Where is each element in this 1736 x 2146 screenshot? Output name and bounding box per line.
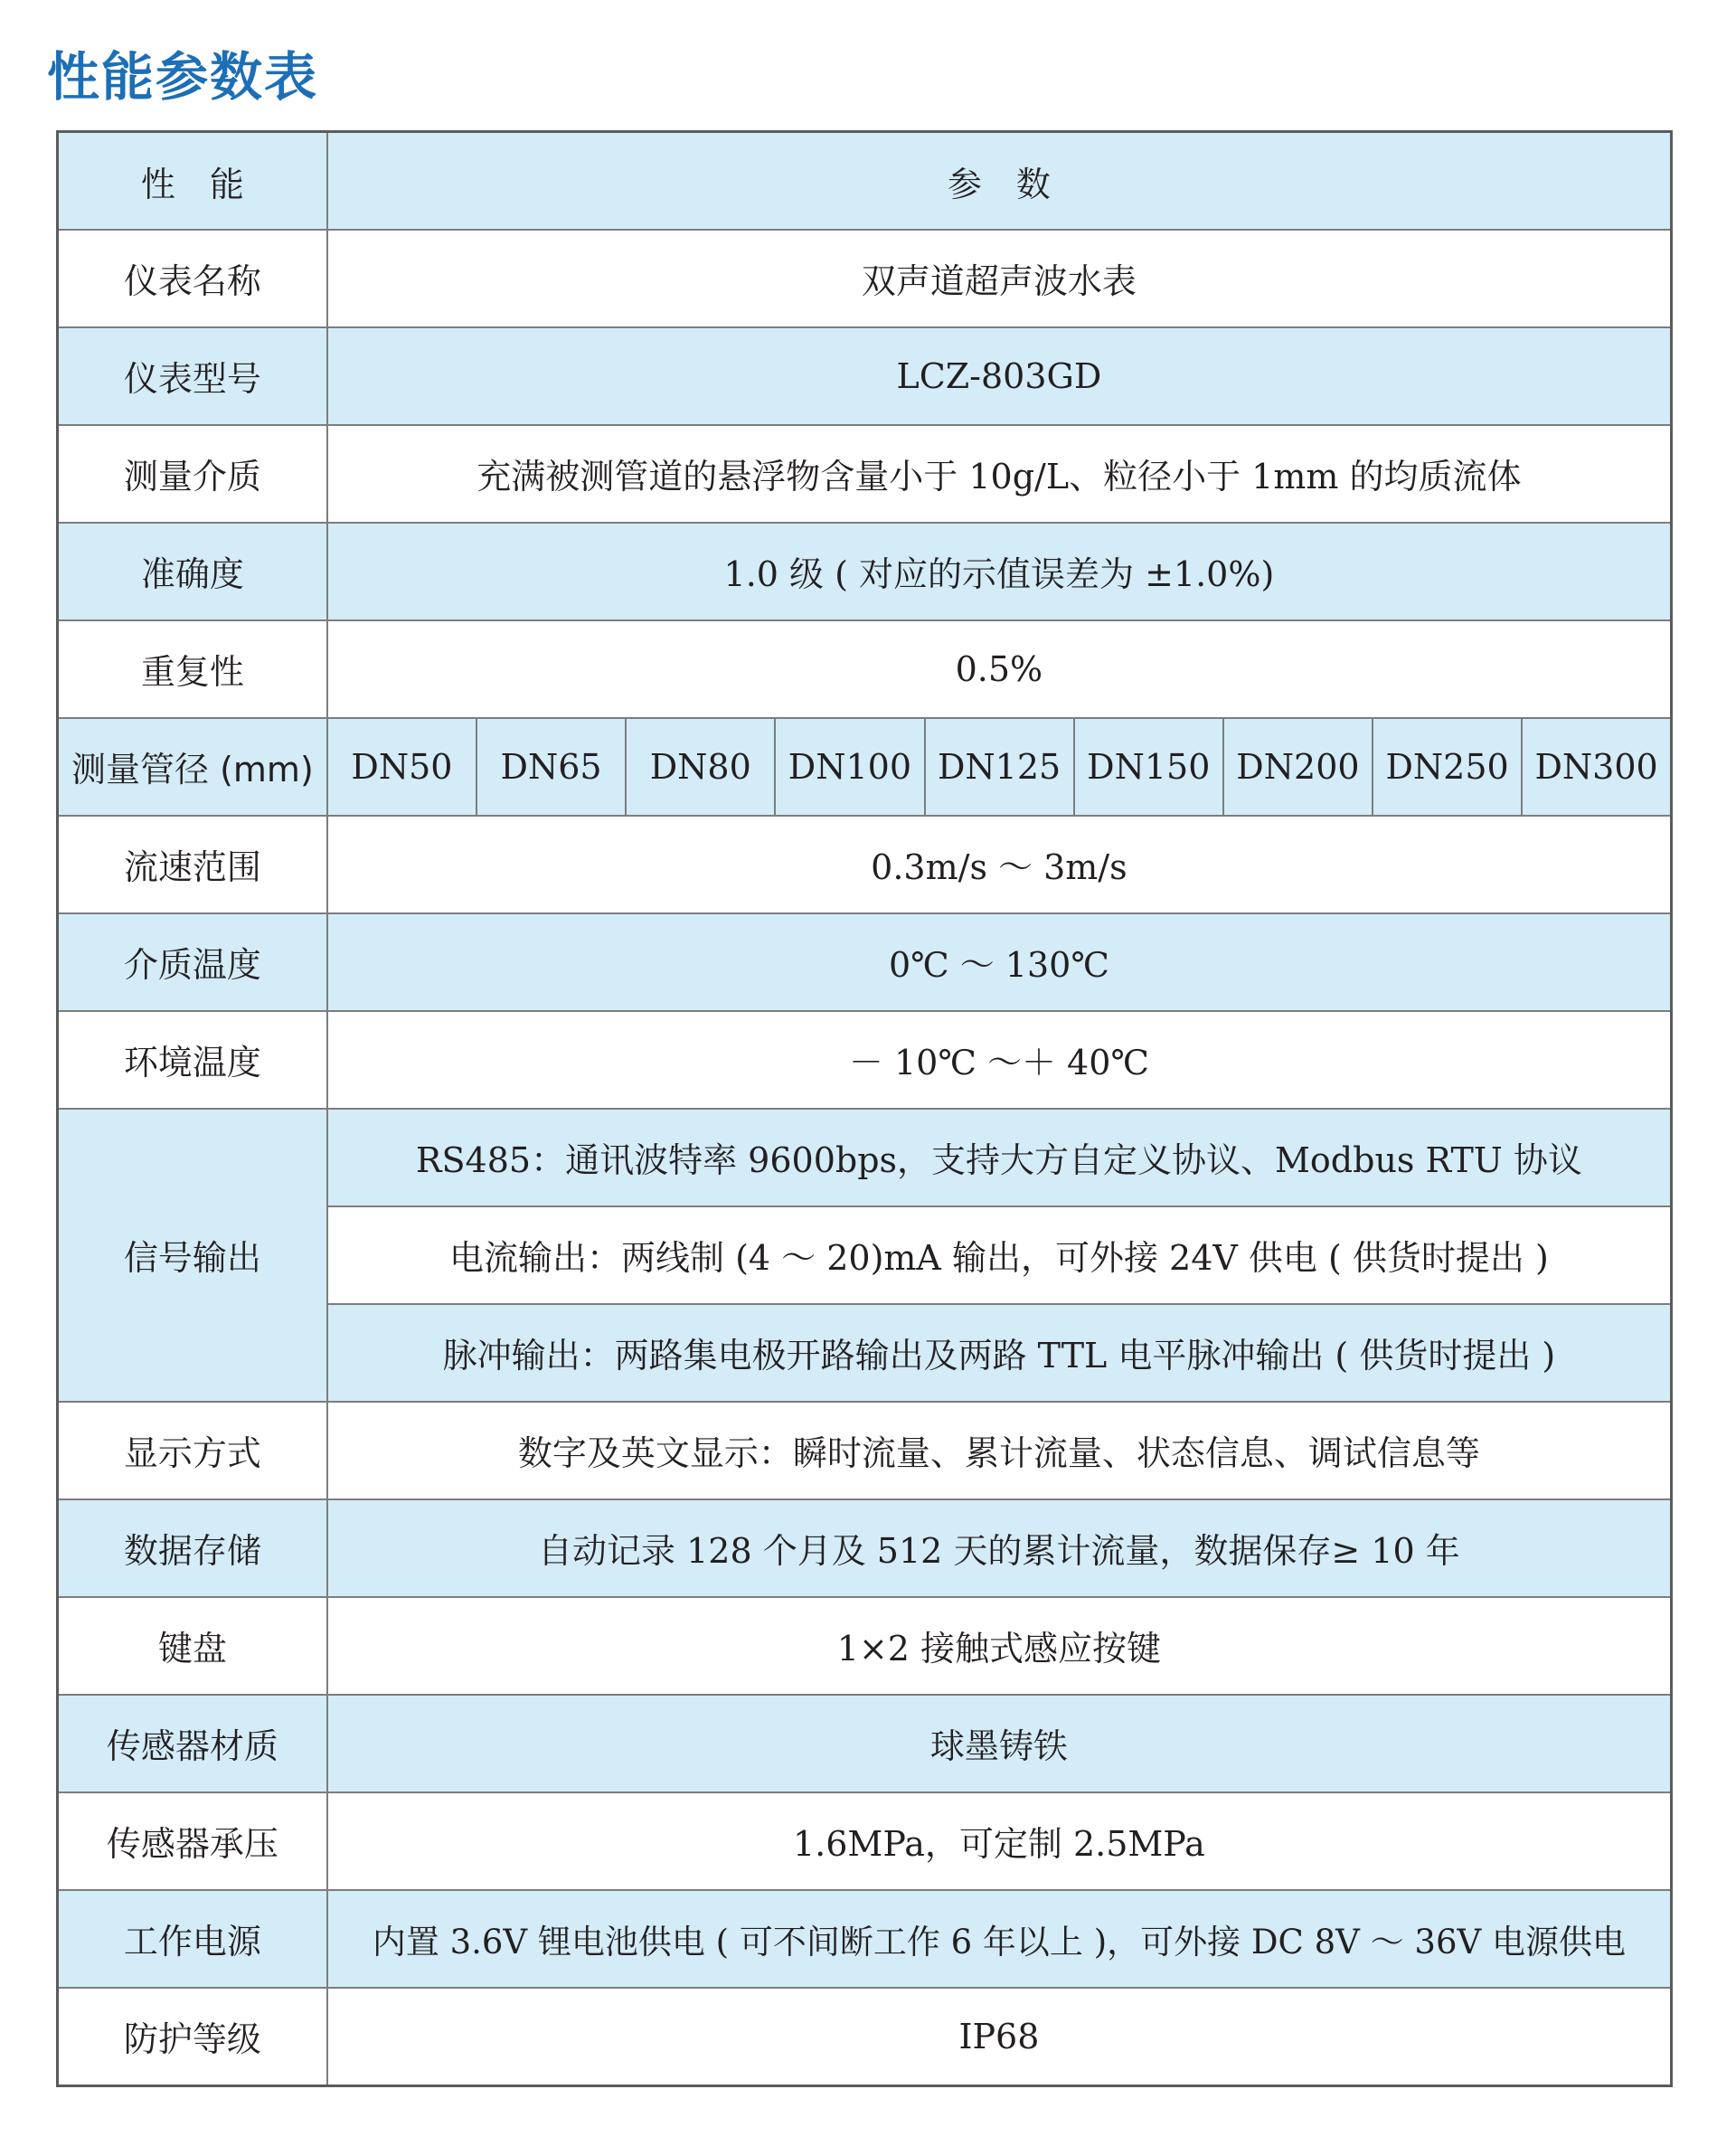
row-label-accuracy: 准确度 — [58, 523, 327, 620]
table-row — [58, 816, 1672, 913]
row-label-name: 仪表名称 — [58, 230, 327, 327]
table-header-row — [58, 132, 1672, 231]
row-value-ambient-temp: － 10℃ ～＋ 40℃ — [327, 1011, 1672, 1109]
row-value-name: 双声道超声波水表 — [327, 230, 1672, 327]
diameter-cell: DN65 — [476, 718, 626, 816]
row-value-sensor-material: 球墨铸铁 — [327, 1695, 1672, 1792]
diameter-cell: DN250 — [1373, 718, 1522, 816]
row-label-sensor-pressure: 传感器承压 — [58, 1792, 327, 1890]
row-value-sensor-pressure: 1.6MPa，可定制 2.5MPa — [327, 1792, 1672, 1890]
row-value-storage: 自动记录 128 个月及 512 天的累计流量，数据保存≥ 10 年 — [327, 1499, 1672, 1597]
table-row — [58, 327, 1672, 425]
diameter-cell: DN80 — [626, 718, 775, 816]
row-label-medium: 测量介质 — [58, 425, 327, 523]
diameter-cell: DN300 — [1522, 718, 1671, 816]
table-row — [58, 1109, 1672, 1206]
diameter-cell: DN200 — [1223, 718, 1373, 816]
diameter-cell: DN125 — [925, 718, 1074, 816]
row-label-power: 工作电源 — [58, 1890, 327, 1988]
row-value-medium-temp: 0℃ ～ 130℃ — [327, 913, 1672, 1011]
table-row — [58, 1011, 1672, 1109]
row-label-protection: 防护等级 — [58, 1988, 327, 2086]
row-label-ambient-temp: 环境温度 — [58, 1011, 327, 1109]
page-title: 性能参数表 — [47, 46, 319, 108]
table-row — [58, 1792, 1672, 1890]
row-label-repeatability: 重复性 — [58, 620, 327, 718]
row-label-medium-temp: 介质温度 — [58, 913, 327, 1011]
row-label-display: 显示方式 — [58, 1402, 327, 1499]
table-row — [58, 913, 1672, 1011]
diameter-cell: DN150 — [1074, 718, 1223, 816]
row-value-medium: 充满被测管道的悬浮物含量小于 10g/L、粒径小于 1mm 的均质流体 — [327, 425, 1672, 523]
table-row — [58, 620, 1672, 718]
row-label-model: 仪表型号 — [58, 327, 327, 425]
table-row — [58, 425, 1672, 523]
table-row — [58, 718, 1672, 816]
row-value-model: LCZ-803GD — [327, 327, 1672, 425]
table-row — [58, 1499, 1672, 1597]
row-value-accuracy: 1.0 级 ( 对应的示值误差为 ±1.0%) — [327, 523, 1672, 620]
row-label-sensor-material: 传感器材质 — [58, 1695, 327, 1792]
row-value-flow-range: 0.3m/s ～ 3m/s — [327, 816, 1672, 913]
row-value-protection: IP68 — [327, 1988, 1672, 2086]
row-value-signal-pulse: 脉冲输出：两路集电极开路输出及两路 TTL 电平脉冲输出 ( 供货时提出 ) — [327, 1304, 1672, 1402]
table-row — [58, 1988, 1672, 2086]
table-row — [58, 230, 1672, 327]
row-label-keyboard: 键盘 — [58, 1597, 327, 1695]
row-label-flow-range: 流速范围 — [58, 816, 327, 913]
header-value: 参 数 — [327, 132, 1672, 231]
table-row — [58, 523, 1672, 620]
row-label-signal: 信号输出 — [58, 1109, 327, 1402]
row-value-signal-current: 电流输出：两线制 (4 ～ 20)mA 输出，可外接 24V 供电 ( 供货时提出 ) — [327, 1206, 1672, 1304]
row-value-signal-rs485: RS485：通讯波特率 9600bps，支持大方自定义协议、Modbus RTU 协议 — [327, 1109, 1672, 1206]
spec-table — [56, 130, 1673, 2087]
table-row — [58, 1402, 1672, 1499]
diameter-cell: DN50 — [327, 718, 476, 816]
row-value-repeatability: 0.5% — [327, 620, 1672, 718]
row-label-storage: 数据存储 — [58, 1499, 327, 1597]
table-row — [58, 1890, 1672, 1988]
table-row — [58, 1695, 1672, 1792]
header-property: 性 能 — [58, 132, 327, 231]
diameter-cell: DN100 — [775, 718, 924, 816]
row-value-display: 数字及英文显示：瞬时流量、累计流量、状态信息、调试信息等 — [327, 1402, 1672, 1499]
row-value-power: 内置 3.6V 锂电池供电 ( 可不间断工作 6 年以上 )，可外接 DC 8V ～ 36V 电源供电 — [327, 1890, 1672, 1988]
row-label-diameter: 测量管径 (mm) — [58, 718, 327, 816]
row-value-keyboard: 1×2 接触式感应按键 — [327, 1597, 1672, 1695]
table-row — [58, 1597, 1672, 1695]
